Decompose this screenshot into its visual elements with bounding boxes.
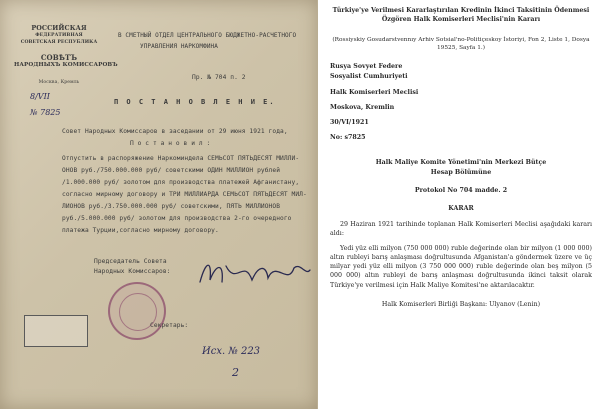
protocol-number: Protokol No 704 madde. 2 <box>414 187 508 194</box>
letterhead-line-5: НАРОДНЫХЪ КОМИССАРОВЪ <box>14 62 118 68</box>
addressee-line-1: В СМЕТНЫЙ ОТДЕЛ ЦЕНТРАЛЬНОГО БЮДЖЕТНО-РАСЧЕТНОГО <box>118 32 297 39</box>
letterhead-line-4: СОВѢТЪ <box>40 53 78 62</box>
letterhead-place: Москва, Кремль <box>38 80 80 85</box>
handwritten-date: 8/VII <box>30 92 50 101</box>
department-line-2: Hesap Bölümüne <box>430 169 492 176</box>
body-line-8: руб./5.000.000 руб/ золотом для производства 2-го очередного <box>62 215 292 222</box>
body-line-6: согласно мирному договору и ТРИ МИЛЛИАРДА СЕМЬСОТ ПЯТЬДЕСЯТ МИЛ- <box>62 191 307 198</box>
registry-stamp <box>24 315 88 347</box>
body-line-5: /1.000.000 руб/ золотом для производства платежей Афганистану, <box>62 179 300 186</box>
council-name: Halk Komiserleri Meclisi <box>330 89 419 96</box>
archive-reference: (Rossiyskiy Gosudarstvennıy Arhiv Sotsial'no-Politiçeskoy İstoriyi, Fon 2, Liste 1, Dosya 19525, Sayfa 1.) <box>332 37 590 52</box>
chairman-label-2: Народных Комиссаров: <box>94 268 171 275</box>
signature-line: Halk Komiserleri Birliği Başkanı: Ulyanov (Lenin) <box>381 301 541 308</box>
chairman-label-1: Председатель Совета <box>94 258 167 265</box>
translation-panel <box>330 0 598 409</box>
body-line-7: ЛИОНОВ руб./3.750.000.000 руб/ советскими, ПЯТЬ МИЛЛИОНОВ <box>62 203 281 210</box>
state-line-2: Sosyalist Cumhuriyeti <box>330 73 408 80</box>
protocol-ref: Пр. № 704 п. 2 <box>192 74 246 81</box>
handwritten-number: № 7825 <box>30 108 61 117</box>
date: 30/VI/1921 <box>330 119 369 126</box>
place: Moskova, Kremlin <box>330 104 395 111</box>
state-line-1: Rusya Sovyet Federe <box>330 63 403 70</box>
addressee-line-2: УПРАВЛЕНИЯ НАРКОМФИНА <box>140 43 218 50</box>
letterhead-line-3: СОВЕТСКАЯ РЕСПУБЛИКА <box>20 40 98 45</box>
body-line-3: Отпустить в распоряжение Наркоминдела СЕМЬСОТ ПЯТЬДЕСЯТ МИЛЛИ- <box>62 155 300 162</box>
body-line-9: платежа Турции,согласно мирному договору. <box>62 227 219 234</box>
handwritten-outgoing: Исх. № 223 <box>202 346 261 357</box>
handwritten-mark: 2 <box>232 366 239 379</box>
translation-heading: Türkiye'ye Verilmesi Kararlaştırılan Kredinin İkinci Taksitinin Ödenmesi Özgören Halk Komiserleri Meclisi'nin Kararı <box>332 7 590 24</box>
body-line-2: П о с т а н о в и л : <box>130 140 211 147</box>
body-line-1: Совет Народных Комиссаров в заседании от 29 июня 1921 года, <box>62 128 288 135</box>
secretary-label: Секретарь: <box>150 322 189 329</box>
department-line-1: Halk Maliye Komite Yönetimi'nin Merkezi Bütçe <box>375 159 547 166</box>
karar-title: KARAR <box>448 205 474 212</box>
document-number: No: s7825 <box>330 134 366 141</box>
decision-paragraph: Yedi yüz elli milyon (750 000 000) ruble değerinde olan bir milyon (1 000 000) altın rubleyi barış anlaşması doğrultusunda Afganistan'a göndermek üzere ve üç milyar yedi yüz elli milyon (3 750 000 000) ruble değerinde olan beş milyon (5 000 000) altın rubleyi de barış anlaşması doğrultusunda ikinci taksit olarak Türkiye'ye verilmesi için Halk Maliye Komitesi'ne aktarılacaktır. <box>330 245 592 289</box>
letterhead-line-2: ФЕДЕРАТИВНАЯ <box>35 33 83 38</box>
body-line-4: ОНОВ руб./750.000.000 руб/ советскими ОДИН МИЛЛИОН рублей <box>62 167 281 174</box>
document-title: П О С Т А Н О В Л Е Н И Е. <box>114 98 276 106</box>
letterhead-line-1: РОССИЙСКАЯ <box>31 24 87 32</box>
lenin-signature <box>196 256 314 290</box>
intro-paragraph: 29 Haziran 1921 tarihinde toplanan Halk Komiserleri Meclisi aşağıdaki kararı aldı: <box>330 221 592 238</box>
round-seal <box>108 282 166 340</box>
